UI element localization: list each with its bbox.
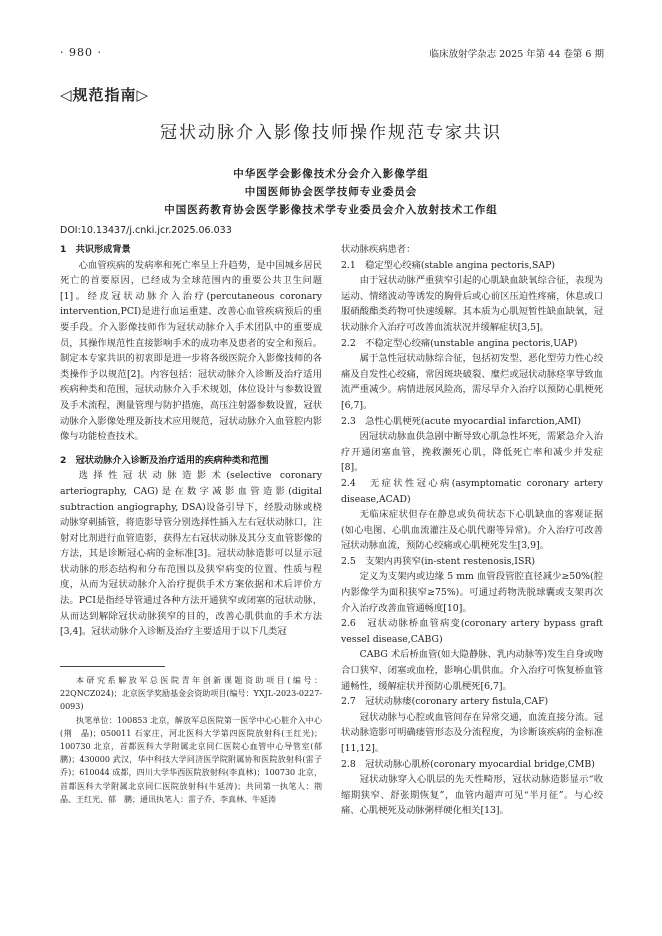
paragraph: 选择性冠状动脉造影术(selective coronary arteriography, CAG)是在数字减影血管造影(digital subtraction angiography, DSA)设备引导下，经股动脉或桡动脉穿刺插管，将造影导管分别选择性插入左右冠状动脉口，注射对比剂进行血管造影，获得左右冠状动脉及其分支血管影像的方法，其是诊断冠心病的金标准[3]。冠状动脉造影可以显示冠状动脉的形态结构和分布范围以及狭窄病变的位置、性质与程度，从而为冠状动脉介入治疗提供手术方案依据和术后评价方法。PCI是指经导管通过各种方法开通狭窄或闭塞的冠状动脉，从而达到解除冠状动脉狭窄的目的，改善心肌供血的手术方法[3,4]。冠状动脉介入诊断及治疗主要适用于以下几类冠: [60, 470, 322, 638]
author-line: 中华医学会影像技术分会介入影像学组: [233, 168, 429, 180]
paragraph: CABG 术后桥血管(如大隐静脉、乳内动脉等)发生自身或吻合口狭窄、闭塞或血栓，影响心肌供血。介入治疗可恢复桥血管通畅性，缓解症状并预防心肌梗死[6,7]。: [341, 649, 603, 692]
paragraph: 属于急性冠状动脉综合征，包括初发型、恶化型劳力性心绞痛及自发性心绞痛，常因斑块破裂、糜烂或冠状动脉痉挛导致血流严重减少。病情进展风险高，需尽早介入治疗以预防心肌梗死[6,7]。: [341, 353, 603, 411]
paragraph: 状动脉疾病患者：: [341, 244, 416, 255]
paragraph: 无临床症状但存在静息或负荷状态下心肌缺血的客观证据(如心电图、心肌血流灌注及心肌代谢等异常)。介入治疗可改善冠状动脉血流，预防心绞痛或心肌梗死发生[3,9]。: [341, 509, 603, 552]
paragraph: 定义为支架内或边缘 5 mm 血管段管腔直径减少≥50%(腔内影像学为面积狭窄≥75%)。可通过药物洗脱球囊或支架再次介入治疗改善血管通畅度[10]。: [341, 571, 603, 614]
footnote-rule: [60, 666, 165, 667]
subsection-heading: 2.6 冠状动脉桥血管病变(coronary artery bypass graft vessel disease,CABG): [341, 618, 603, 645]
left-column: [60, 242, 322, 640]
right-column: [341, 242, 603, 819]
subsection-heading: 2.5 支架内再狭窄(in-stent restenosis,ISR): [341, 555, 535, 567]
paragraph: 由于冠状动脉严重狭窄引起的心肌缺血缺氧综合征，表现为运动、情绪波动等诱发的胸骨后或心前区压迫性疼痛，休息或口服硝酸酯类药物可快速缓解。其本质为心肌短暂性缺血缺氧，冠状动脉介入治疗可改善血流状况并缓解症状[3,5]。: [341, 275, 603, 333]
subsection-heading: 2.1 稳定型心绞痛(stable angina pectoris,SAP): [341, 259, 555, 271]
paragraph: 冠状动脉穿入心肌层的先天性畸形，冠状动脉造影显示“收缩期狭窄、舒张期恢复”，血管内超声可见“半月征”。与心绞痛、心肌梗死及动脉粥样硬化相关[13]。: [341, 774, 603, 817]
subsection-heading: 2.2 不稳定型心绞痛(unstable angina pectoris,UAP): [341, 337, 578, 349]
subsection-heading: 2.8 冠状动脉心肌桥(coronary myocardial bridge,CMB): [341, 758, 595, 770]
author-line: 中国医师协会医学技师专业委员会: [244, 186, 418, 198]
page-number: · 980 ·: [60, 46, 102, 59]
subsection-heading: 2.4 无症状性冠心病(asymptomatic coronary artery disease,ACAD): [341, 477, 603, 505]
subsection-heading: 2.7 冠状动脉瘘(coronary artery fistula,CAF): [341, 696, 549, 708]
paragraph: 冠状动脉与心腔或血管间存在异常交通，血流直接分流。冠状动脉造影可明确瘘管形态及分流程度，为诊断该疾病的金标准[11,12]。: [341, 711, 603, 754]
doi: DOI:10.13437/j.cnki.jcr.2025.06.033: [60, 225, 232, 236]
section-heading: 2 冠状动脉介入诊断及治疗适用的疾病种类和范围: [60, 454, 269, 466]
footnote-fund: 本研究系解放军总医院青年创新课题资助项目(编号：22QNCZ024)；北京医学奖励基金会资助项目(编号：YXJL-2023-0227-0093): [60, 676, 322, 712]
paragraph: 因冠状动脉血供急剧中断导致心肌急性坏死，需紧急介入治疗开通闭塞血管，挽救濒死心肌，降低死亡率和减少并发症[8]。: [341, 431, 603, 474]
footnote-units: 执笔单位：100853 北京，解放军总医院第一医学中心心脏介入中心(荆 晶)；050011 石家庄，河北医科大学第四医院放射科(王红光)；100730 北京，首都医科大学附属北京同仁医院心血管中心导管室(郁 鹏)；430000 武汉，华中科技大学同济医学院附属协和医院放射科(雷子乔)；610044 成都，四川大学华西医院放射科(李真林)；100730 北京，首都医科大学附属北京同仁医院放射科(牛延涛)；共同第一执笔人：荆 晶、王红光、郁 鹏；通讯执笔人：雷子乔、李真林、牛延涛: [60, 715, 330, 804]
footnotes: [60, 674, 330, 806]
running-header: 临床放射学杂志 2025 年第 44 卷第 6 期: [429, 49, 604, 60]
author-block: [0, 165, 662, 219]
section-heading: 1 共识形成背景: [60, 244, 131, 255]
section-tag: ◁规范指南▷: [60, 86, 150, 104]
paragraph: 心血管疾病的发病率和死亡率呈上升趋势，是中国城乡居民死亡的首要原因，已经成为全球范围内的重要公共卫生问题[1]。经皮冠状动脉介入治疗(percutaneous coronary intervention,PCI)是进行血运重建、改善心血管疾病预后的重要手段。介入影像技师作为冠状动脉介入手术团队中的重要成员，其操作规范性直接影响手术的成功率及患者的安全和预后。制定本专家共识的初衷即是进一步将各级医院介入影像技师的各类操作予以规范[2]。内容包括：冠状动脉介入诊断及治疗适用疾病种类和范围，冠状动脉介入手术规划，体位设计与参数设置及手术流程，测量管理与防护措施，高压注射器参数设置，冠状动脉介入影像处理及新技术应用规范，冠状动脉介入血管腔内影像与功能检查技术。: [60, 259, 322, 443]
subsection-heading: 2.3 急性心肌梗死(acute myocardial infarction,AMI): [341, 415, 582, 427]
paper-title: 冠状动脉介入影像技师操作规范专家共识: [160, 123, 502, 143]
author-line: 中国医药教育协会医学影像技术学专业委员会介入放射技术工作组: [164, 204, 498, 216]
